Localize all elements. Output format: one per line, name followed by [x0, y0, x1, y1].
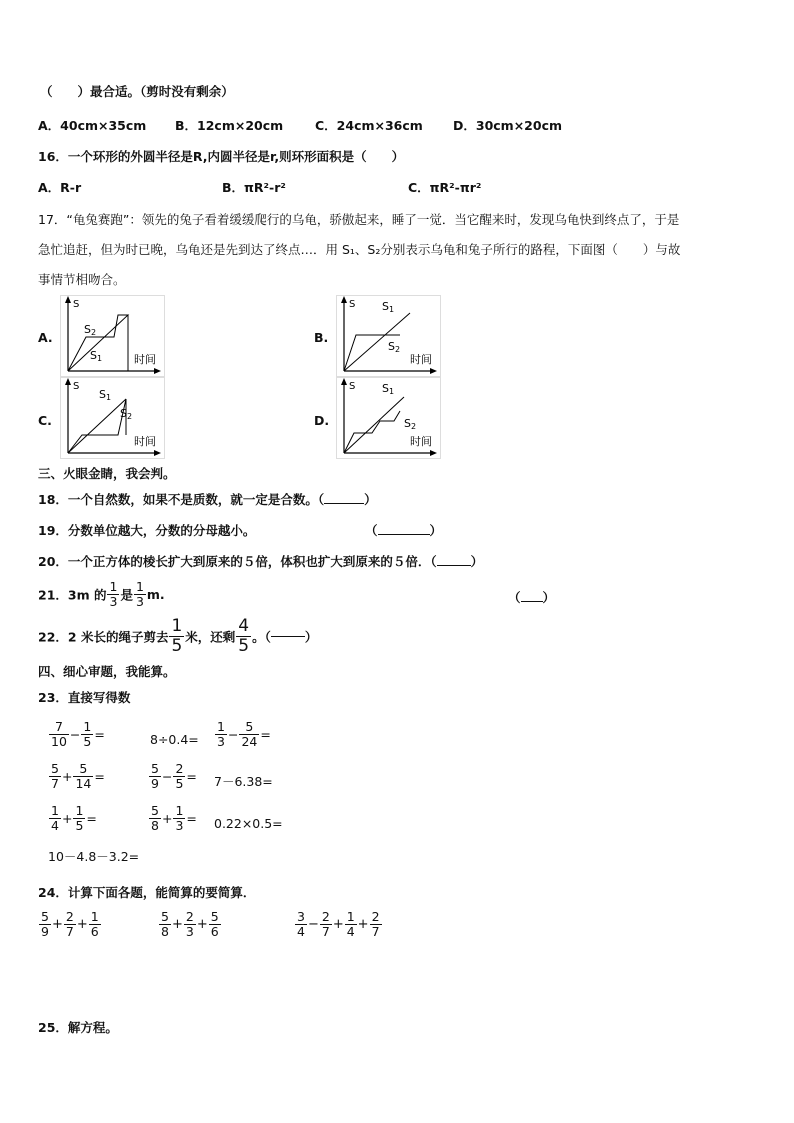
q17-line3: 事情节相吻合。 — [38, 272, 126, 287]
graph-a-time-label: 时间 — [134, 353, 156, 366]
q25-text: 25．解方程。 — [38, 1020, 118, 1035]
graph-d-s2-text: S — [404, 417, 411, 430]
graph-d — [336, 377, 441, 459]
q22-answer-blank[interactable] — [271, 636, 305, 637]
graph-b — [336, 295, 441, 377]
graph-a-s-label: S — [73, 299, 80, 310]
graph-b-s2-text: S — [388, 340, 395, 353]
q23-r1c: $\frac{1}{3}$ − $\frac{5}{24}$ = — [217, 719, 271, 749]
q17-line1: 17．“龟兔赛跑”：领先的兔子看着缓缓爬行的乌龟，骄傲起来，睡了一觉．当它醒来时，发现乌龟快到终点了，于是 — [38, 212, 680, 227]
q23-r4a: 10－4.8－3.2= — [48, 849, 140, 864]
q18-row — [38, 490, 377, 508]
q22-paren-open: （ — [264, 629, 271, 645]
q22-text-b: 米，还剩 — [185, 629, 236, 645]
graph-d-time-label: 时间 — [410, 435, 432, 448]
q22-paren-close: ） — [304, 629, 318, 645]
q15-option-a[interactable]: A．40cm×35cm — [38, 118, 147, 133]
graph-c-s2-text: S — [120, 407, 127, 420]
q16-option-c[interactable]: C．πR²-πr² — [408, 180, 482, 195]
q20-answer-blank[interactable] — [437, 565, 471, 566]
q19-paren-open: （ — [365, 523, 378, 538]
graph-b-s2-sub: 2 — [395, 345, 401, 354]
q16-option-b[interactable]: B．πR²-r² — [222, 180, 286, 195]
graph-d-s1-line — [344, 397, 404, 453]
q21-fraction-2: $\frac{1}{3}$ — [135, 579, 144, 609]
q21-paren-close: ） — [542, 590, 556, 605]
q18-text: 18．一个自然数，如果不是质数，就一定是合数。 — [38, 492, 318, 507]
q18-paren-close: ） — [364, 492, 377, 507]
graph-option-a-label[interactable]: A. — [38, 330, 53, 345]
graph-c-s1-text: S — [99, 388, 106, 401]
graph-a — [60, 295, 165, 377]
q21-text-b: 是 — [120, 587, 133, 603]
q20-paren-open: （ — [430, 554, 437, 569]
q18-answer-blank[interactable] — [324, 503, 364, 504]
q15-tail: （ ）最合适。（剪时没有剩余） — [40, 84, 234, 99]
graph-b-s1-text: S — [382, 300, 389, 313]
q21-text-a: 21．3m 的 — [38, 587, 107, 603]
q21-text-c: m. — [146, 587, 165, 602]
q24-expr-2: $\frac{5}{8}$ + $\frac{2}{3}$ + $\frac{5}{6}$ — [161, 909, 219, 939]
q20-text: 20．一个正方体的棱长扩大到原来的５倍，体积也扩大到原来的５倍． — [38, 554, 431, 569]
section-3-heading: 三、火眼金睛，我会判。 — [38, 466, 176, 481]
graph-c-s2-sub: 2 — [127, 412, 133, 421]
q19-answer-blank[interactable] — [378, 534, 430, 535]
graph-c-s1-line — [68, 399, 126, 453]
q20-row — [38, 552, 483, 570]
q19-text: 19．分数单位越大，分数的分母越小。 — [38, 523, 256, 538]
graph-b-time-label: 时间 — [410, 353, 432, 366]
q22-text-a: 22．2 米长的绳子剪去 — [38, 629, 169, 645]
graph-a-s2-text: S — [84, 323, 91, 336]
graph-d-s1-text: S — [382, 382, 389, 395]
q23-r2c: 7－6.38= — [214, 774, 273, 789]
q19-answer — [365, 521, 442, 539]
q15-option-b[interactable]: B．12cm×20cm — [175, 118, 284, 133]
q23-r3b: $\frac{5}{8}$ + $\frac{1}{3}$ = — [151, 803, 197, 833]
q23-r3c: 0.22×0.5= — [214, 816, 283, 831]
q21-answer — [508, 588, 555, 606]
q19-paren-close: ） — [429, 523, 443, 538]
graph-c-time-label: 时间 — [134, 435, 156, 448]
q18-paren-open: （ — [317, 492, 325, 507]
graph-option-c-label[interactable]: C. — [38, 413, 52, 428]
q21-fraction-1: $\frac{1}{3}$ — [109, 579, 118, 609]
graph-d-s2-line — [344, 411, 400, 453]
graph-option-b-label[interactable]: B. — [314, 330, 329, 345]
q23-r1a: $\frac{7}{10}$ − $\frac{1}{5}$ = — [51, 719, 105, 749]
graph-option-d-label[interactable]: D. — [314, 413, 330, 428]
q21-row — [38, 580, 165, 609]
graph-d-s1-sub: 1 — [389, 387, 395, 396]
graph-d-s2-sub: 2 — [411, 422, 417, 431]
q23-r1b: 8÷0.4= — [150, 732, 199, 747]
graph-c-s-label: S — [73, 381, 80, 392]
q16-option-a[interactable]: A．R-r — [38, 180, 82, 195]
graph-c — [60, 377, 165, 459]
q17-line2: 急忙追赶，但为时已晚，乌龟还是先到达了终点…．用 S₁、S₂分别表示乌龟和兔子所行的路程，下面图（ ）与故 — [38, 242, 681, 257]
q15-option-d[interactable]: D．30cm×20cm — [453, 118, 563, 133]
graph-a-s1-sub: 1 — [97, 354, 103, 363]
q21-paren-open: （ — [508, 590, 521, 605]
q23-r2b: $\frac{5}{9}$ − $\frac{2}{5}$ = — [151, 761, 197, 791]
q23-r2a: $\frac{5}{7}$ + $\frac{5}{14}$ = — [51, 761, 105, 791]
q24-expr-3: $\frac{3}{4}$ − $\frac{2}{7}$ + $\frac{1}{4}$ + $\frac{2}{7}$ — [297, 909, 380, 939]
graph-a-s1-text: S — [90, 349, 97, 362]
graph-b-s-label: S — [349, 299, 356, 310]
q22-fraction-2: $\frac{4}{5}$ — [238, 616, 250, 656]
graph-c-s1-sub: 1 — [106, 393, 112, 402]
q24-title: 24．计算下面各题，能简算的要简算． — [38, 885, 256, 900]
graph-b-s1-sub: 1 — [389, 305, 395, 314]
graph-a-s2-sub: 2 — [91, 328, 97, 337]
q22-fraction-1: $\frac{1}{5}$ — [171, 616, 183, 656]
q24-expr-1: $\frac{5}{9}$ + $\frac{2}{7}$ + $\frac{1}{6}$ — [41, 909, 99, 939]
section-4-heading: 四、细心审题，我能算。 — [38, 664, 176, 679]
q15-option-c[interactable]: C．24cm×36cm — [315, 118, 423, 133]
q23-title: 23．直接写得数 — [38, 690, 131, 705]
graph-d-s-label: S — [349, 381, 356, 392]
q22-text-c: 。 — [252, 629, 265, 645]
q21-answer-blank[interactable] — [521, 601, 543, 602]
q20-paren-close: ） — [470, 554, 484, 569]
q16-text: 16．一个环形的外圆半径是R,内圆半径是r,则环形面积是（ ） — [38, 149, 405, 164]
q22-row — [38, 617, 317, 656]
q23-r3a: $\frac{1}{4}$ + $\frac{1}{5}$ = — [51, 803, 97, 833]
